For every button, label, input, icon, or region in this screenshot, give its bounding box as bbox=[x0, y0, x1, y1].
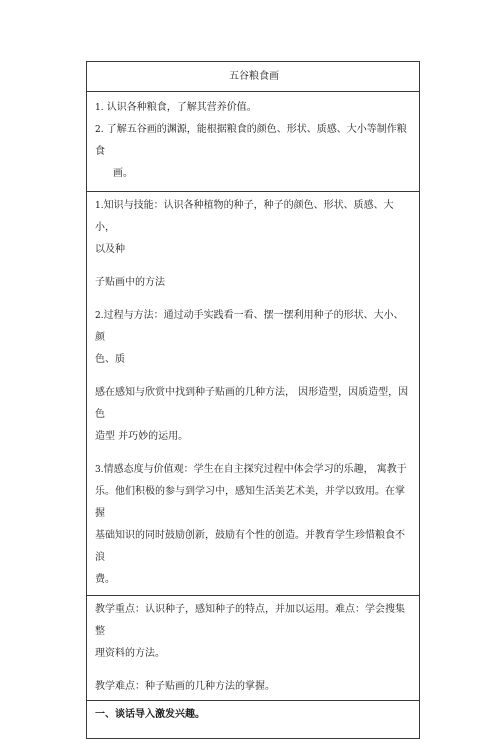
spacer bbox=[95, 448, 413, 459]
goal-1-number: 1. bbox=[95, 103, 104, 113]
keypoints-line3: 教学难点：种子贴画的几种方法的掌握。 bbox=[95, 681, 275, 692]
spacer bbox=[95, 261, 413, 272]
objective-3-line4: 费。 bbox=[95, 574, 115, 585]
objective-3-line2: 乐。他们积极的参与到学习中，感知生活美艺术美，并学以致用。在掌握 bbox=[95, 486, 405, 519]
objectives-row bbox=[87, 192, 420, 596]
objective-1-line2: 以及种 bbox=[95, 244, 125, 255]
spacer bbox=[95, 371, 413, 382]
goals-row bbox=[87, 92, 420, 192]
objective-2-line1 bbox=[95, 305, 413, 349]
objective-3-text: 情感态度与价值观：学生在自主探究过程中体会学习的乐趣， 寓教于 bbox=[103, 464, 407, 475]
keypoints-cell bbox=[87, 596, 420, 701]
title-cell bbox=[87, 62, 420, 92]
objectives-cell bbox=[87, 192, 420, 596]
goal-2 bbox=[95, 119, 413, 163]
objective-2-line3: 感在感知与欣赏中找到种子贴画的几种方法， 因形造型，因质造型，因色 bbox=[95, 387, 409, 420]
goal-1-text: 认识各种粮食，了解其营养价值。 bbox=[106, 102, 257, 113]
spacer bbox=[95, 294, 413, 305]
title-row bbox=[87, 62, 420, 92]
keypoints-line1: 教学重点：认识种子，感知种子的特点，并加以运用。难点：学会搜集整 bbox=[95, 604, 405, 637]
objective-3-line3: 基础知识的同时鼓励创新，鼓励有个性的创造。并教育学生珍惜粮食不浪 bbox=[95, 530, 405, 563]
objective-1-number: 1. bbox=[95, 201, 104, 211]
goal-2-text-line1: 了解五谷画的渊源，能根据粮食的颜色、形状、质感、大小等制作粮食 bbox=[95, 124, 407, 157]
objective-3-number: 3. bbox=[95, 465, 104, 475]
section-cell bbox=[87, 701, 420, 739]
section-row bbox=[87, 701, 420, 739]
objective-2-line4: 造型 并巧妙的运用。 bbox=[95, 431, 189, 442]
keypoints-row bbox=[87, 596, 420, 701]
objective-1-line1 bbox=[95, 195, 413, 239]
goals-cell bbox=[87, 92, 420, 192]
keypoints-line2: 理资料的方法。 bbox=[95, 648, 165, 659]
objective-1-text: 知识与技能：认识各种植物的种子，种子的颜色、形状、质感、大小， bbox=[95, 200, 394, 233]
goal-2-text-line2: 画。 bbox=[113, 168, 133, 179]
objective-3-line1 bbox=[95, 459, 413, 481]
goal-1 bbox=[95, 97, 413, 119]
lesson-title: 五谷粮食画 bbox=[229, 71, 279, 82]
objective-2-line2: 色、质 bbox=[95, 354, 125, 365]
objective-1-line3: 子贴画中的方法 bbox=[95, 277, 165, 288]
goal-2-number: 2. bbox=[95, 125, 104, 135]
objective-2-number: 2. bbox=[95, 311, 104, 321]
spacer bbox=[95, 665, 413, 676]
lesson-plan-table bbox=[86, 61, 420, 739]
objective-2-text: 过程与方法：通过动手实践看一看、摆一摆利用种子的形状、大小、颜 bbox=[95, 310, 404, 343]
section-heading: 一、谈话导入激发兴趣。 bbox=[95, 709, 205, 720]
